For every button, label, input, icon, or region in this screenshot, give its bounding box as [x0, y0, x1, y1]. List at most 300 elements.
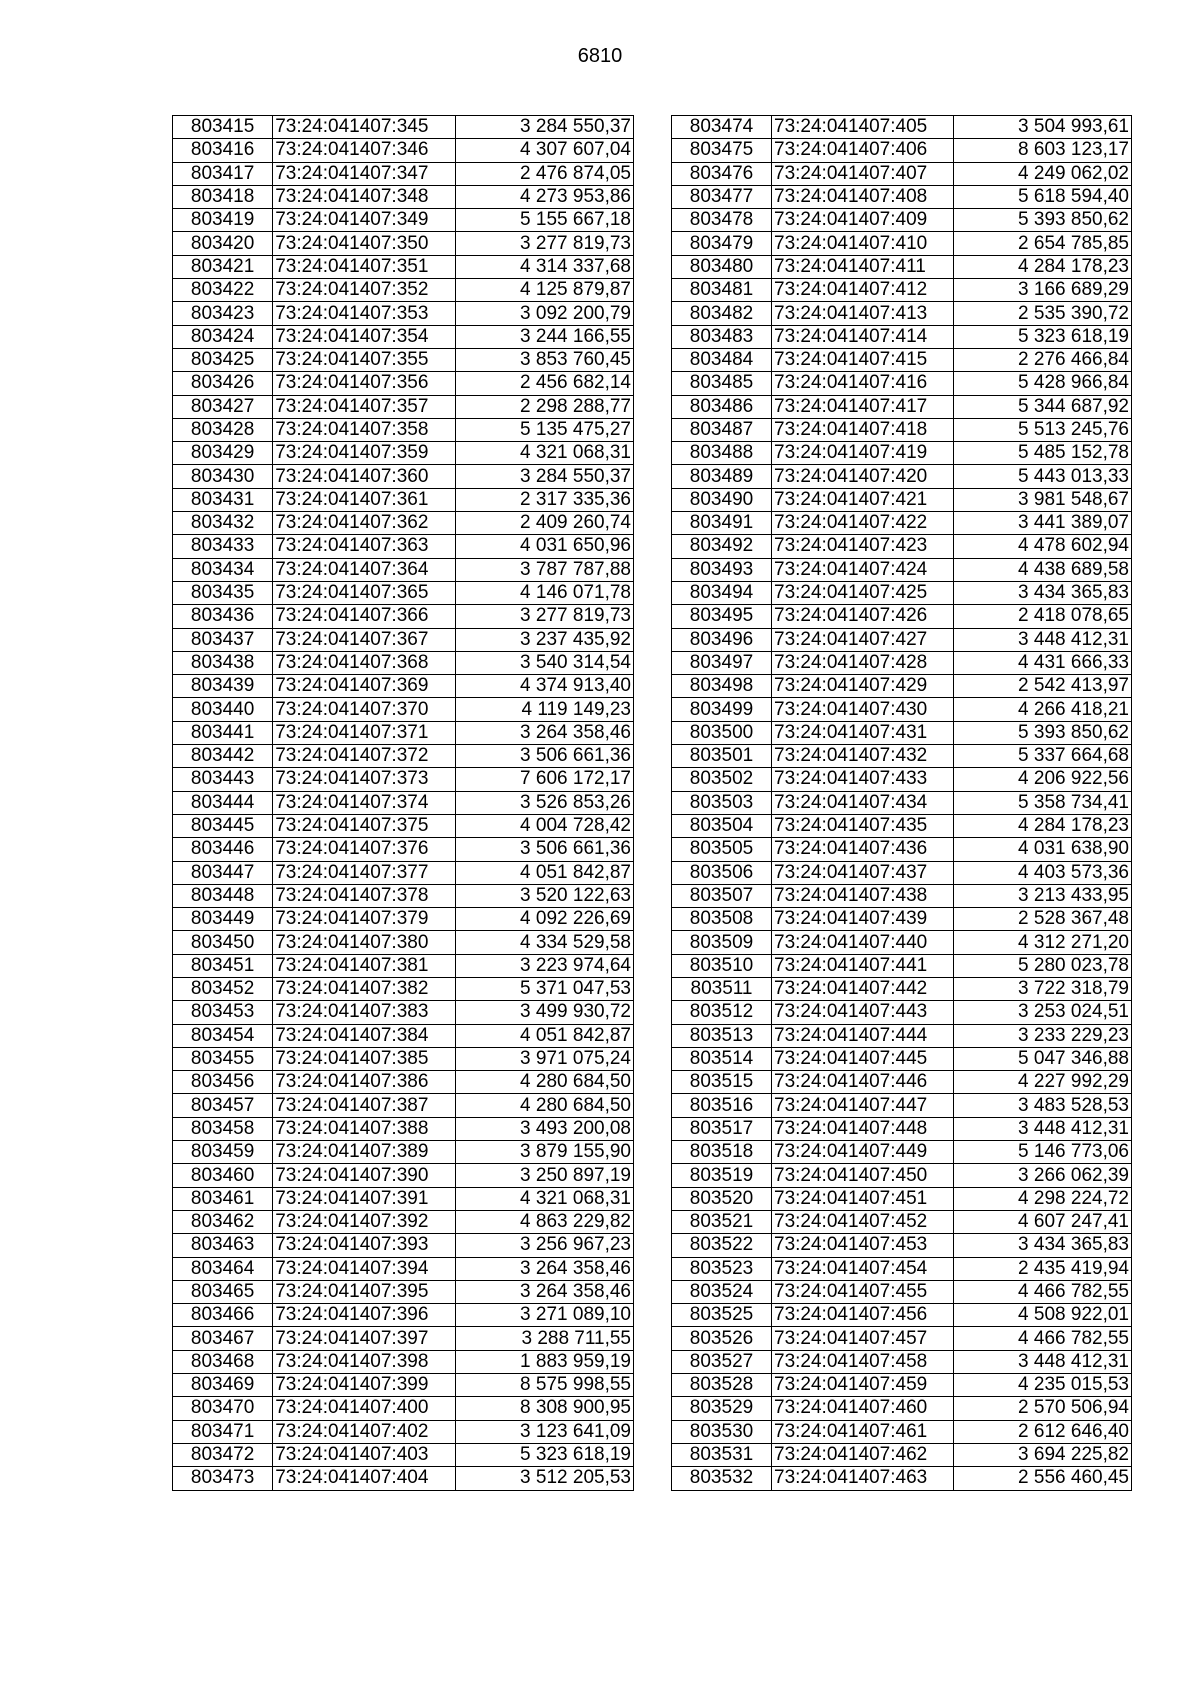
row-number: 803494 [672, 581, 772, 604]
table-row [173, 558, 634, 581]
cadastral-number: 73:24:041407:442 [772, 977, 954, 1000]
table-row [672, 139, 1132, 162]
table-row [672, 232, 1132, 255]
table-row [672, 1350, 1132, 1373]
cadastral-value: 3 253 024,51 [954, 1001, 1132, 1024]
cadastral-value: 2 409 260,74 [455, 512, 633, 535]
cadastral-number: 73:24:041407:399 [273, 1374, 455, 1397]
cadastral-number: 73:24:041407:351 [273, 255, 455, 278]
table-row [672, 1117, 1132, 1140]
cadastral-value: 3 512 205,53 [455, 1467, 633, 1490]
table-row [173, 908, 634, 931]
cadastral-number: 73:24:041407:360 [273, 465, 455, 488]
row-number: 803523 [672, 1257, 772, 1280]
cadastral-number: 73:24:041407:345 [273, 116, 455, 139]
left-table [172, 115, 634, 1491]
cadastral-number: 73:24:041407:362 [273, 512, 455, 535]
table-row [173, 418, 634, 441]
cadastral-number: 73:24:041407:346 [273, 139, 455, 162]
cadastral-number: 73:24:041407:404 [273, 1467, 455, 1490]
table-row [173, 325, 634, 348]
table-row [173, 861, 634, 884]
row-number: 803511 [672, 977, 772, 1000]
cadastral-value: 2 476 874,05 [455, 162, 633, 185]
cadastral-value: 5 146 773,06 [954, 1141, 1132, 1164]
cadastral-number: 73:24:041407:413 [772, 302, 954, 325]
cadastral-value: 4 334 529,58 [455, 931, 633, 954]
cadastral-value: 3 879 155,90 [455, 1141, 633, 1164]
table-row [672, 1397, 1132, 1420]
cadastral-value: 2 535 390,72 [954, 302, 1132, 325]
cadastral-number: 73:24:041407:438 [772, 884, 954, 907]
cadastral-number: 73:24:041407:350 [273, 232, 455, 255]
cadastral-number: 73:24:041407:367 [273, 628, 455, 651]
row-number: 803473 [173, 1467, 273, 1490]
cadastral-number: 73:24:041407:444 [772, 1024, 954, 1047]
cadastral-number: 73:24:041407:387 [273, 1094, 455, 1117]
row-number: 803513 [672, 1024, 772, 1047]
cadastral-value: 4 004 728,42 [455, 814, 633, 837]
row-number: 803445 [173, 814, 273, 837]
row-number: 803496 [672, 628, 772, 651]
table-row [173, 1304, 634, 1327]
cadastral-value: 3 506 661,36 [455, 838, 633, 861]
cadastral-value: 3 264 358,46 [455, 721, 633, 744]
cadastral-number: 73:24:041407:410 [772, 232, 954, 255]
row-number: 803475 [672, 139, 772, 162]
table-row [672, 954, 1132, 977]
row-number: 803457 [173, 1094, 273, 1117]
row-number: 803471 [173, 1420, 273, 1443]
row-number: 803500 [672, 721, 772, 744]
row-number: 803526 [672, 1327, 772, 1350]
cadastral-value: 4 298 224,72 [954, 1187, 1132, 1210]
cadastral-number: 73:24:041407:382 [273, 977, 455, 1000]
cadastral-number: 73:24:041407:463 [772, 1467, 954, 1490]
table-row [672, 209, 1132, 232]
row-number: 803429 [173, 442, 273, 465]
cadastral-value: 3 123 641,09 [455, 1420, 633, 1443]
cadastral-number: 73:24:041407:374 [273, 791, 455, 814]
cadastral-value: 5 428 966,84 [954, 372, 1132, 395]
row-number: 803459 [173, 1141, 273, 1164]
cadastral-value: 8 575 998,55 [455, 1374, 633, 1397]
table-row [672, 442, 1132, 465]
cadastral-value: 2 456 682,14 [455, 372, 633, 395]
table-row [672, 908, 1132, 931]
cadastral-number: 73:24:041407:408 [772, 185, 954, 208]
cadastral-value: 4 478 602,94 [954, 535, 1132, 558]
table-row [672, 1443, 1132, 1466]
cadastral-number: 73:24:041407:435 [772, 814, 954, 837]
cadastral-value: 2 570 506,94 [954, 1397, 1132, 1420]
table-row [672, 1071, 1132, 1094]
cadastral-value: 3 981 548,67 [954, 488, 1132, 511]
table-row [672, 768, 1132, 791]
cadastral-value: 4 314 337,68 [455, 255, 633, 278]
row-number: 803478 [672, 209, 772, 232]
cadastral-value: 3 434 365,83 [954, 581, 1132, 604]
cadastral-number: 73:24:041407:461 [772, 1420, 954, 1443]
cadastral-value: 3 722 318,79 [954, 977, 1132, 1000]
table-row [173, 1094, 634, 1117]
cadastral-value: 5 393 850,62 [954, 209, 1132, 232]
cadastral-number: 73:24:041407:433 [772, 768, 954, 791]
cadastral-number: 73:24:041407:372 [273, 745, 455, 768]
table-row [173, 1234, 634, 1257]
table-row [672, 745, 1132, 768]
cadastral-number: 73:24:041407:456 [772, 1304, 954, 1327]
cadastral-value: 3 288 711,55 [455, 1327, 633, 1350]
cadastral-number: 73:24:041407:395 [273, 1280, 455, 1303]
row-number: 803444 [173, 791, 273, 814]
row-number: 803509 [672, 931, 772, 954]
cadastral-number: 73:24:041407:411 [772, 255, 954, 278]
cadastral-value: 5 358 734,41 [954, 791, 1132, 814]
cadastral-value: 5 337 664,68 [954, 745, 1132, 768]
row-number: 803506 [672, 861, 772, 884]
row-number: 803491 [672, 512, 772, 535]
table-row [173, 442, 634, 465]
cadastral-value: 8 308 900,95 [455, 1397, 633, 1420]
cadastral-value: 5 135 475,27 [455, 418, 633, 441]
cadastral-number: 73:24:041407:361 [273, 488, 455, 511]
cadastral-value: 2 298 288,77 [455, 395, 633, 418]
table-row [173, 675, 634, 698]
cadastral-value: 3 213 433,95 [954, 884, 1132, 907]
table-row [672, 372, 1132, 395]
cadastral-value: 3 244 166,55 [455, 325, 633, 348]
table-row [173, 1024, 634, 1047]
row-number: 803448 [173, 884, 273, 907]
cadastral-number: 73:24:041407:364 [273, 558, 455, 581]
row-number: 803470 [173, 1397, 273, 1420]
table-row [173, 1327, 634, 1350]
cadastral-number: 73:24:041407:462 [772, 1443, 954, 1466]
cadastral-number: 73:24:041407:405 [772, 116, 954, 139]
cadastral-number: 73:24:041407:430 [772, 698, 954, 721]
row-number: 803472 [173, 1443, 273, 1466]
cadastral-number: 73:24:041407:457 [772, 1327, 954, 1350]
cadastral-number: 73:24:041407:436 [772, 838, 954, 861]
table-row [173, 628, 634, 651]
cadastral-value: 3 448 412,31 [954, 1117, 1132, 1140]
cadastral-value: 3 277 819,73 [455, 605, 633, 628]
row-number: 803507 [672, 884, 772, 907]
cadastral-value: 4 266 418,21 [954, 698, 1132, 721]
cadastral-value: 4 374 913,40 [455, 675, 633, 698]
cadastral-number: 73:24:041407:365 [273, 581, 455, 604]
cadastral-number: 73:24:041407:359 [273, 442, 455, 465]
row-number: 803498 [672, 675, 772, 698]
row-number: 803417 [173, 162, 273, 185]
cadastral-value: 4 321 068,31 [455, 1187, 633, 1210]
cadastral-number: 73:24:041407:437 [772, 861, 954, 884]
row-number: 803466 [173, 1304, 273, 1327]
table-row [173, 1117, 634, 1140]
row-number: 803519 [672, 1164, 772, 1187]
cadastral-number: 73:24:041407:400 [273, 1397, 455, 1420]
cadastral-value: 4 051 842,87 [455, 861, 633, 884]
cadastral-number: 73:24:041407:383 [273, 1001, 455, 1024]
cadastral-number: 73:24:041407:403 [273, 1443, 455, 1466]
cadastral-number: 73:24:041407:443 [772, 1001, 954, 1024]
cadastral-value: 4 206 922,56 [954, 768, 1132, 791]
row-number: 803455 [173, 1047, 273, 1070]
cadastral-value: 3 264 358,46 [455, 1280, 633, 1303]
row-number: 803495 [672, 605, 772, 628]
row-number: 803493 [672, 558, 772, 581]
table-row [672, 558, 1132, 581]
cadastral-value: 2 418 078,65 [954, 605, 1132, 628]
right-table [671, 115, 1132, 1491]
row-number: 803485 [672, 372, 772, 395]
cadastral-number: 73:24:041407:454 [772, 1257, 954, 1280]
table-row [672, 162, 1132, 185]
cadastral-value: 5 280 023,78 [954, 954, 1132, 977]
row-number: 803532 [672, 1467, 772, 1490]
cadastral-number: 73:24:041407:416 [772, 372, 954, 395]
cadastral-number: 73:24:041407:396 [273, 1304, 455, 1327]
row-number: 803524 [672, 1280, 772, 1303]
cadastral-number: 73:24:041407:379 [273, 908, 455, 931]
cadastral-number: 73:24:041407:354 [273, 325, 455, 348]
row-number: 803510 [672, 954, 772, 977]
table-row [173, 977, 634, 1000]
cadastral-number: 73:24:041407:432 [772, 745, 954, 768]
row-number: 803474 [672, 116, 772, 139]
row-number: 803501 [672, 745, 772, 768]
row-number: 803447 [173, 861, 273, 884]
table-row [672, 348, 1132, 371]
cadastral-number: 73:24:041407:363 [273, 535, 455, 558]
cadastral-number: 73:24:041407:446 [772, 1071, 954, 1094]
row-number: 803443 [173, 768, 273, 791]
cadastral-number: 73:24:041407:389 [273, 1141, 455, 1164]
cadastral-number: 73:24:041407:373 [273, 768, 455, 791]
table-row [672, 1374, 1132, 1397]
cadastral-number: 73:24:041407:385 [273, 1047, 455, 1070]
cadastral-number: 73:24:041407:434 [772, 791, 954, 814]
row-number: 803438 [173, 651, 273, 674]
row-number: 803483 [672, 325, 772, 348]
cadastral-number: 73:24:041407:417 [772, 395, 954, 418]
row-number: 803442 [173, 745, 273, 768]
table-row [672, 1420, 1132, 1443]
cadastral-number: 73:24:041407:453 [772, 1234, 954, 1257]
cadastral-number: 73:24:041407:377 [273, 861, 455, 884]
row-number: 803449 [173, 908, 273, 931]
cadastral-value: 4 092 226,69 [455, 908, 633, 931]
table-row [672, 418, 1132, 441]
cadastral-number: 73:24:041407:414 [772, 325, 954, 348]
cadastral-number: 73:24:041407:349 [273, 209, 455, 232]
row-number: 803456 [173, 1071, 273, 1094]
table-row [672, 535, 1132, 558]
cadastral-number: 73:24:041407:406 [772, 139, 954, 162]
row-number: 803512 [672, 1001, 772, 1024]
row-number: 803418 [173, 185, 273, 208]
table-row [173, 581, 634, 604]
cadastral-number: 73:24:041407:394 [273, 1257, 455, 1280]
row-number: 803460 [173, 1164, 273, 1187]
table-row [173, 395, 634, 418]
cadastral-number: 73:24:041407:441 [772, 954, 954, 977]
table-row [173, 1164, 634, 1187]
table-row [173, 838, 634, 861]
cadastral-value: 3 250 897,19 [455, 1164, 633, 1187]
cadastral-value: 3 499 930,72 [455, 1001, 633, 1024]
cadastral-value: 5 344 687,92 [954, 395, 1132, 418]
cadastral-number: 73:24:041407:450 [772, 1164, 954, 1187]
cadastral-number: 73:24:041407:431 [772, 721, 954, 744]
table-row [672, 325, 1132, 348]
table-row [672, 1304, 1132, 1327]
cadastral-value: 4 403 573,36 [954, 861, 1132, 884]
row-number: 803440 [173, 698, 273, 721]
cadastral-number: 73:24:041407:448 [772, 1117, 954, 1140]
cadastral-value: 3 506 661,36 [455, 745, 633, 768]
table-row [173, 1257, 634, 1280]
row-number: 803435 [173, 581, 273, 604]
cadastral-number: 73:24:041407:440 [772, 931, 954, 954]
cadastral-number: 73:24:041407:348 [273, 185, 455, 208]
row-number: 803426 [173, 372, 273, 395]
cadastral-number: 73:24:041407:380 [273, 931, 455, 954]
cadastral-number: 73:24:041407:445 [772, 1047, 954, 1070]
row-number: 803508 [672, 908, 772, 931]
table-row [173, 884, 634, 907]
cadastral-number: 73:24:041407:424 [772, 558, 954, 581]
page-number: 6810 [577, 45, 623, 67]
table-row [672, 721, 1132, 744]
cadastral-value: 4 273 953,86 [455, 185, 633, 208]
cadastral-number: 73:24:041407:415 [772, 348, 954, 371]
row-number: 803453 [173, 1001, 273, 1024]
cadastral-value: 3 694 225,82 [954, 1443, 1132, 1466]
cadastral-value: 3 166 689,29 [954, 279, 1132, 302]
table-row [672, 1001, 1132, 1024]
row-number: 803432 [173, 512, 273, 535]
row-number: 803492 [672, 535, 772, 558]
cadastral-value: 3 256 967,23 [455, 1234, 633, 1257]
cadastral-value: 4 051 842,87 [455, 1024, 633, 1047]
cadastral-value: 3 441 389,07 [954, 512, 1132, 535]
table-row [173, 721, 634, 744]
row-number: 803469 [173, 1374, 273, 1397]
cadastral-value: 2 435 419,94 [954, 1257, 1132, 1280]
cadastral-number: 73:24:041407:425 [772, 581, 954, 604]
row-number: 803467 [173, 1327, 273, 1350]
cadastral-value: 5 618 594,40 [954, 185, 1132, 208]
cadastral-number: 73:24:041407:390 [273, 1164, 455, 1187]
table-row [672, 1024, 1132, 1047]
cadastral-value: 3 434 365,83 [954, 1234, 1132, 1257]
row-number: 803490 [672, 488, 772, 511]
row-number: 803489 [672, 465, 772, 488]
row-number: 803516 [672, 1094, 772, 1117]
cadastral-value: 4 280 684,50 [455, 1094, 633, 1117]
table-row [173, 605, 634, 628]
table-row [173, 1443, 634, 1466]
row-number: 803464 [173, 1257, 273, 1280]
table-row [672, 302, 1132, 325]
row-number: 803427 [173, 395, 273, 418]
cadastral-number: 73:24:041407:412 [772, 279, 954, 302]
cadastral-value: 3 264 358,46 [455, 1257, 633, 1280]
cadastral-value: 5 323 618,19 [954, 325, 1132, 348]
row-number: 803431 [173, 488, 273, 511]
row-number: 803530 [672, 1420, 772, 1443]
row-number: 803430 [173, 465, 273, 488]
row-number: 803425 [173, 348, 273, 371]
table-row [173, 232, 634, 255]
cadastral-value: 3 483 528,53 [954, 1094, 1132, 1117]
table-row [173, 954, 634, 977]
row-number: 803436 [173, 605, 273, 628]
cadastral-value: 4 431 666,33 [954, 651, 1132, 674]
table-row [173, 185, 634, 208]
table-row [672, 395, 1132, 418]
cadastral-number: 73:24:041407:428 [772, 651, 954, 674]
cadastral-value: 4 312 271,20 [954, 931, 1132, 954]
table-row [672, 1164, 1132, 1187]
table-row [173, 116, 634, 139]
row-number: 803528 [672, 1374, 772, 1397]
table-row [672, 116, 1132, 139]
cadastral-value: 4 863 229,82 [455, 1210, 633, 1233]
cadastral-value: 3 284 550,37 [455, 116, 633, 139]
row-number: 803415 [173, 116, 273, 139]
table-row [672, 279, 1132, 302]
cadastral-number: 73:24:041407:392 [273, 1210, 455, 1233]
cadastral-number: 73:24:041407:407 [772, 162, 954, 185]
row-number: 803465 [173, 1280, 273, 1303]
row-number: 803503 [672, 791, 772, 814]
cadastral-number: 73:24:041407:347 [273, 162, 455, 185]
table-row [173, 1187, 634, 1210]
cadastral-number: 73:24:041407:368 [273, 651, 455, 674]
cadastral-value: 5 485 152,78 [954, 442, 1132, 465]
row-number: 803515 [672, 1071, 772, 1094]
cadastral-number: 73:24:041407:421 [772, 488, 954, 511]
row-number: 803522 [672, 1234, 772, 1257]
row-number: 803463 [173, 1234, 273, 1257]
cadastral-value: 4 307 607,04 [455, 139, 633, 162]
cadastral-number: 73:24:041407:376 [273, 838, 455, 861]
cadastral-number: 73:24:041407:353 [273, 302, 455, 325]
cadastral-number: 73:24:041407:429 [772, 675, 954, 698]
row-number: 803422 [173, 279, 273, 302]
cadastral-value: 2 528 367,48 [954, 908, 1132, 931]
row-number: 803439 [173, 675, 273, 698]
row-number: 803514 [672, 1047, 772, 1070]
table-row [672, 838, 1132, 861]
cadastral-value: 4 249 062,02 [954, 162, 1132, 185]
table-row [173, 488, 634, 511]
cadastral-value: 5 155 667,18 [455, 209, 633, 232]
row-number: 803481 [672, 279, 772, 302]
row-number: 803527 [672, 1350, 772, 1373]
table-row [672, 861, 1132, 884]
row-number: 803441 [173, 721, 273, 744]
table-row [173, 1071, 634, 1094]
cadastral-value: 5 393 850,62 [954, 721, 1132, 744]
row-number: 803520 [672, 1187, 772, 1210]
row-number: 803420 [173, 232, 273, 255]
row-number: 803462 [173, 1210, 273, 1233]
cadastral-value: 2 542 413,97 [954, 675, 1132, 698]
